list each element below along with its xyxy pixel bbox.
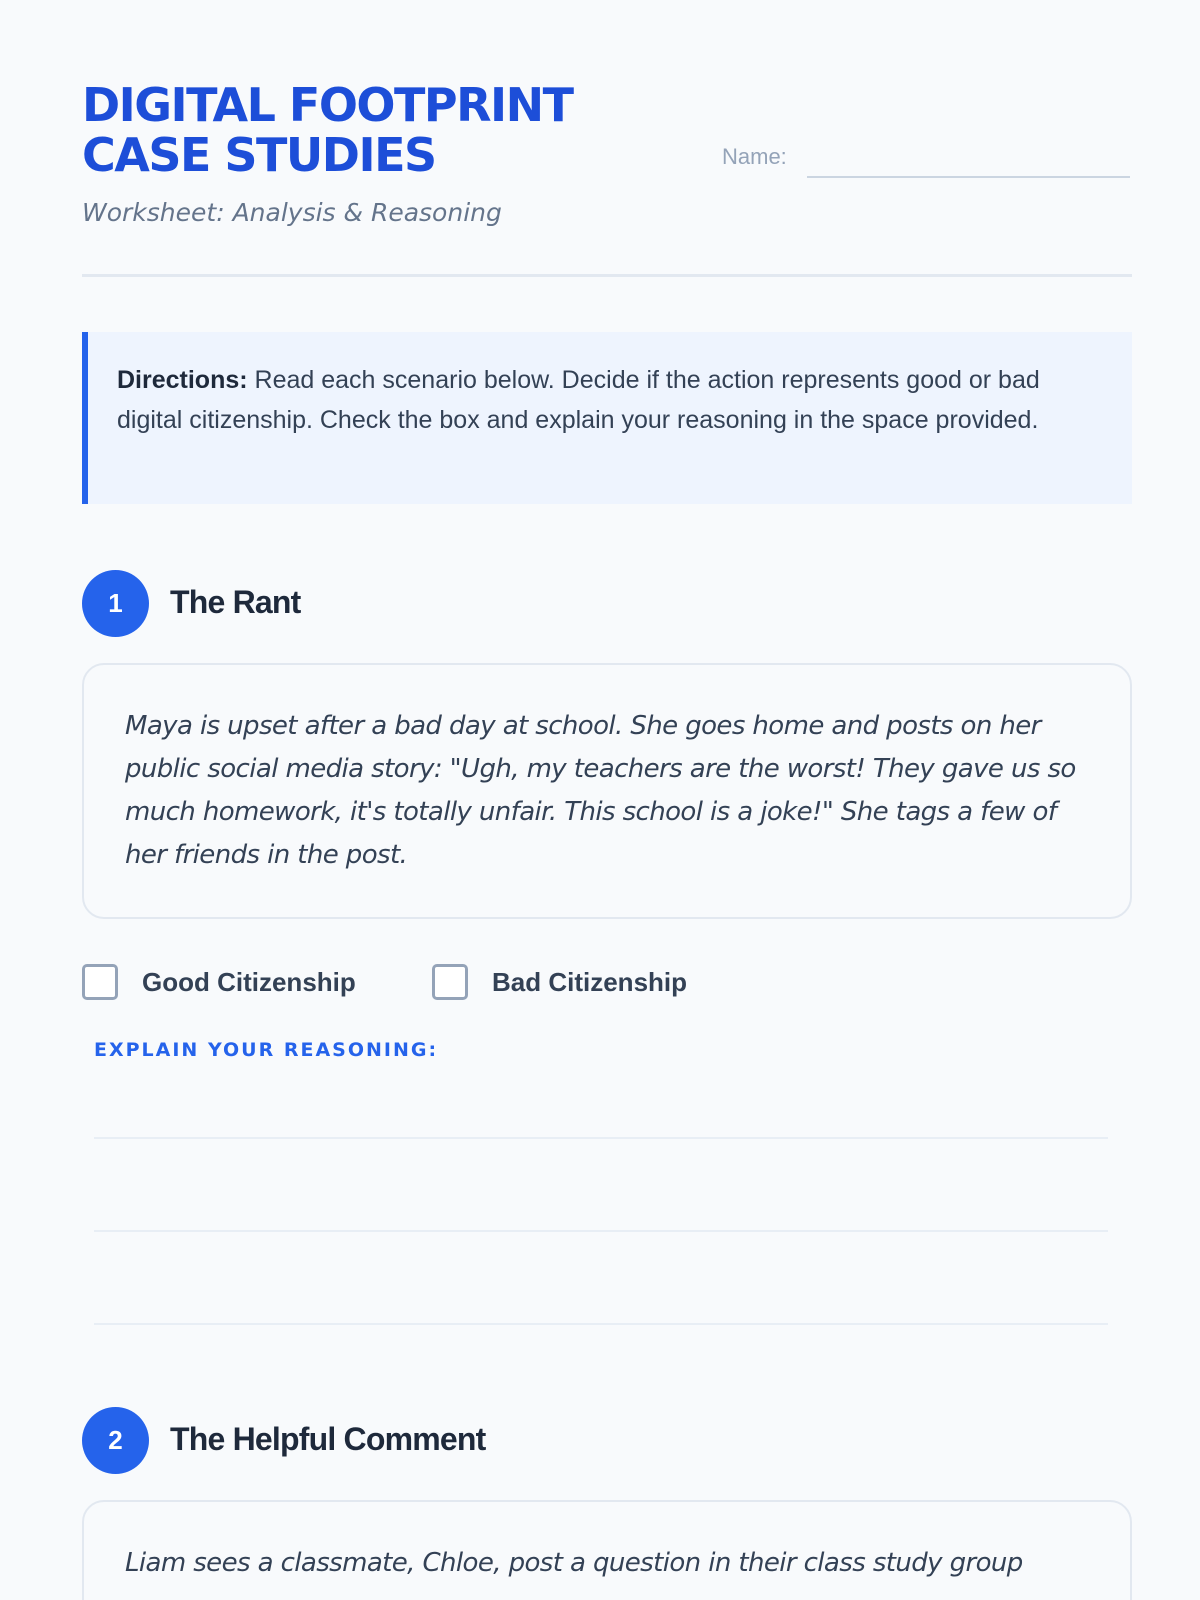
case-number-badge: 1 [82,570,149,637]
worksheet-header [82,80,1132,280]
page-subtitle: Worksheet: Analysis & Reasoning [82,198,502,227]
page-title [82,80,573,180]
answer-line[interactable] [94,1230,1108,1232]
case-header [82,570,1132,638]
name-label: Name: [722,144,787,169]
scenario-text: Maya is upset after a bad day at school. She goes home and posts on her public social media story: "Ugh, my teachers are the worst! They gave us so much homework, it's totally unfair. This school is a joke!" She tags a few of her friends in the post. [125,711,1076,870]
scenario-card [82,663,1132,919]
case-header [82,1407,1132,1475]
scenario-card [82,1500,1132,1600]
case-number-badge: 2 [82,1407,149,1474]
case-study-1 [82,570,1132,1330]
answer-line[interactable] [94,1137,1108,1139]
good-citizenship-checkbox[interactable] [82,964,118,1000]
case-title: The Helpful Comment [170,1421,486,1457]
answer-line[interactable] [94,1323,1108,1325]
bad-citizenship-checkbox[interactable] [432,964,468,1000]
directions-box [82,332,1132,504]
directions-text [117,360,1107,440]
name-field[interactable] [722,140,1132,180]
header-divider [82,274,1132,277]
directions-lead: Directions: [117,366,248,394]
scenario-text: Liam sees a classmate, Chloe, post a question in their class study group [125,1548,1023,1578]
directions-body: Read each scenario below. Decide if the action represents good or bad digital citizenship. Check the box and explain your reasoning in the space provided. [117,366,1040,434]
title-line-1: DIGITAL FOOTPRINT [82,78,573,132]
bad-citizenship-label: Bad Citizenship [492,967,688,997]
citizenship-options [82,962,1132,1004]
option-good-citizenship[interactable] [82,962,382,1004]
title-line-2: CASE STUDIES [82,128,436,182]
case-title: The Rant [170,584,301,620]
name-input-line[interactable] [807,176,1130,178]
case-study-2 [82,1407,1132,1600]
option-bad-citizenship[interactable] [432,962,732,1004]
reasoning-label: EXPLAIN YOUR REASONING: [94,1039,439,1061]
good-citizenship-label: Good Citizenship [142,967,356,997]
